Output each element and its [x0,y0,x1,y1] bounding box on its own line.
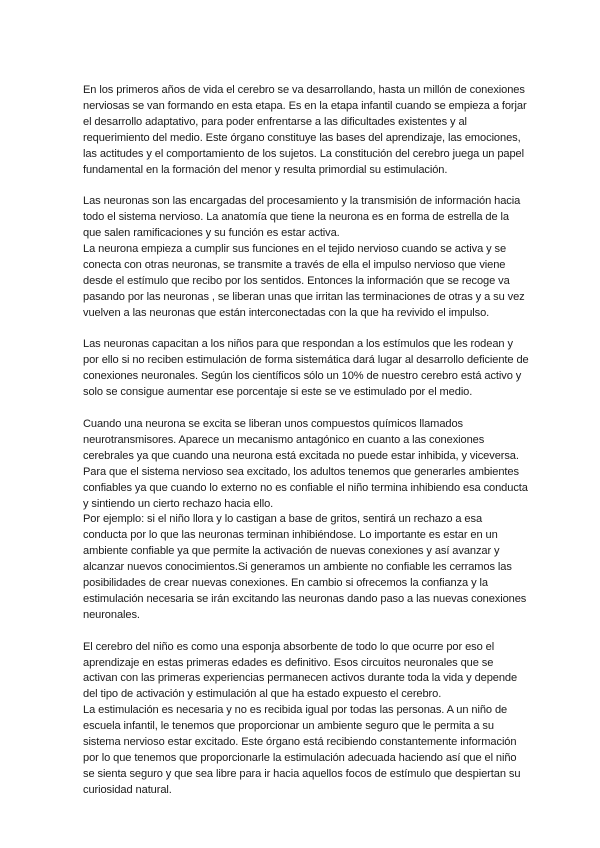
text-line: Cuando una neurona se excita se liberan unos compuestos químicos llamados [83,417,463,430]
text-line: posibilidades de crear nuevas conexiones. En cambio si ofrecemos la confianza y la [83,577,488,590]
text-line: y sintiendo un cierto rechazo hacia ello. [83,497,274,510]
text-line: neuronales. [83,608,140,621]
paragraph-1 [83,83,527,178]
paragraph-3 [83,337,529,401]
text-line: sistema nervioso estar excitado. Este órgano está recibiendo constantemente información [83,736,517,749]
text-line: todo el sistema nervioso. La anatomía que tiene la neurona es en forma de estrella de la [83,211,509,224]
text-line: confiables ya que cuando lo externo no es confiable el niño termina inhibiendo esa conducta [83,481,528,494]
text-line: las actitudes y el comportamiento de los sujetos. La constitución del cerebro juega un papel [83,147,524,160]
text-line: conecta con otras neuronas, se transmite a través de ella el impulso nervioso que viene [83,258,506,271]
text-line: La neurona empieza a cumplir sus funciones en el tejido nervioso cuando se activa y se [83,243,507,256]
text-line: cerebrales ya que cuando una neurona está excitada no puede estar inhibida, y viceversa. [83,449,519,462]
text-line: requerimiento del medio. Este órgano constituye las bases del aprendizaje, las emociones, [83,131,521,144]
text-line: ambiente confiable ya que permite la activación de nuevas conexiones y así avanzar y [83,545,500,558]
text-line: aprendizaje en estas primeras edades es definitivo. Esos circuitos neuronales que se [83,656,494,669]
text-line: La estimulación es necesaria y no es recibida igual por todas las personas. A un niño de [83,704,508,717]
text-line: neurotransmisores. Aparece un mecanismo antagónico en cuanto a las conexiones [83,433,485,446]
text-line: conducta por lo que las neuronas terminan inhibiéndose. Lo importante es estar en un [83,529,498,542]
text-line: El cerebro del niño es como una esponja absorbente de todo lo que ocurre por eso el [83,640,495,653]
paragraph-4 [83,417,528,624]
text-line: nerviosas se van formando en esta etapa. Es en la etapa infantil cuando se empieza a forjar [83,99,527,112]
text-line: alcanzar nuevos conocimientos.Si generamos un ambiente no confiable les cerramos las [83,561,512,574]
text-line: Por ejemplo: si el niño llora y lo castigan a base de gritos, sentirá un rechazo a esa [83,513,483,526]
text-line: por lo que tenemos que proporcionarle la estimulación adecuada haciendo así que el niño [83,752,517,764]
text-line: del tipo de activación y estimulación al que ha estado expuesto el cerebro. [83,688,442,701]
text-line: pasando por las neuronas , se liberan unas que irritan las terminaciones de otras y a su vez [83,290,525,303]
text-line: que salen ramificaciones y su función es estar activa. [83,227,340,240]
text-line: estimulación necesaria se irán excitando las neuronas dando paso a las nuevas conexiones [83,592,527,605]
text-line: Las neuronas capacitan a los niños para que respondan a los estímulos que les rodean y [83,338,513,351]
text-line: escuela infantil, le tenemos que proporcionar un ambiente seguro que le permita a su [83,720,494,733]
paragraph-5 [83,640,520,799]
text-line: solo se consigue aumentar ese porcentaje si este se ve estimulado por el medio. [83,386,473,399]
text-line: por ello si no reciben estimulación de forma sistemática dará lugar al desarrollo deficiente de [83,354,529,367]
paragraph-2 [83,194,525,321]
text-line: vuelven a las neuronas que están interconectadas con la que ha revivido el impulso. [83,306,490,319]
text-line: curiosidad natural. [83,783,172,796]
text-line: Las neuronas son las encargadas del procesamiento y la transmisión de información hacia [83,195,521,208]
text-line: activan con las primeras experiencias permanecen activos durante toda la vida y depende [83,672,518,685]
text-line: En los primeros años de vida el cerebro se va desarrollando, hasta un millón de conexiones [83,84,525,96]
text-line: fundamental en la formación del menor y resulta primordial su estimulación. [83,163,448,176]
text-line: el desarrollo adaptativo, para poder enfrentarse a las dificultades existentes y al [83,115,467,128]
text-line: Para que el sistema nervioso sea excitado, los adultos tenemos que generarles ambientes [83,465,519,478]
text-line: conexiones neuronales. Según los científicos sólo un 10% de nuestro cerebro está activo y [83,370,522,383]
text-line: se sienta seguro y que sea libre para ir hacia aquellos focos de estímulo que despiertan su [83,767,521,780]
text-line: desde el estímulo que recibo por los sentidos. Entonces la información que se recoge va [83,274,510,287]
